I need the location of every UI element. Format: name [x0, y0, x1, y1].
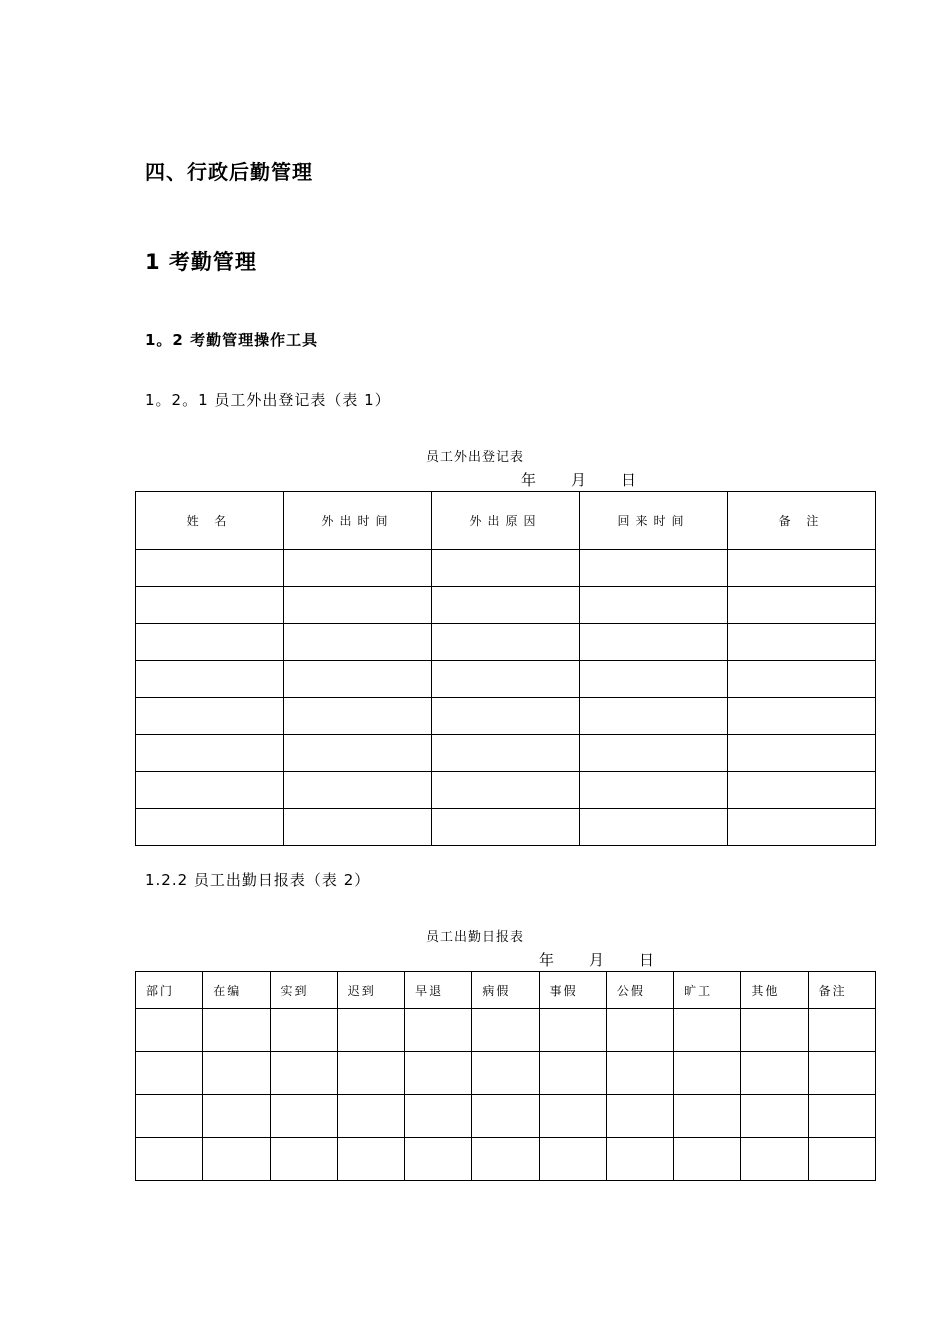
- table-cell[interactable]: [203, 1138, 270, 1181]
- table-cell[interactable]: [405, 1009, 472, 1052]
- table-cell[interactable]: [580, 735, 728, 772]
- table-cell[interactable]: [270, 1009, 337, 1052]
- table-row: [136, 735, 876, 772]
- date-year: 年: [521, 471, 537, 489]
- table-cell[interactable]: [270, 1095, 337, 1138]
- table-cell[interactable]: [674, 1052, 741, 1095]
- table-row: [136, 1009, 876, 1052]
- table-cell[interactable]: [136, 661, 284, 698]
- table-cell[interactable]: [539, 1095, 606, 1138]
- table-row: [136, 772, 876, 809]
- table-cell[interactable]: [808, 1095, 875, 1138]
- table-cell[interactable]: [741, 1138, 808, 1181]
- table-row: [136, 1095, 876, 1138]
- table-cell[interactable]: [741, 1009, 808, 1052]
- table-cell[interactable]: [472, 1138, 539, 1181]
- table-cell[interactable]: [472, 1052, 539, 1095]
- column-header: 姓 名: [136, 492, 284, 550]
- table-cell[interactable]: [580, 661, 728, 698]
- column-header: 回来时间: [580, 492, 728, 550]
- table-cell[interactable]: [728, 772, 876, 809]
- table-cell[interactable]: [405, 1095, 472, 1138]
- table-cell[interactable]: [808, 1138, 875, 1181]
- table-cell[interactable]: [674, 1009, 741, 1052]
- table-cell[interactable]: [432, 735, 580, 772]
- table-cell[interactable]: [472, 1095, 539, 1138]
- table-cell[interactable]: [432, 698, 580, 735]
- column-header: 病假: [472, 972, 539, 1009]
- table-cell[interactable]: [674, 1095, 741, 1138]
- column-header: 迟到: [337, 972, 404, 1009]
- table-cell[interactable]: [405, 1052, 472, 1095]
- attendance-daily-table: [135, 971, 876, 1181]
- outing-register-table: [135, 491, 876, 846]
- table-header-row: [136, 972, 876, 1009]
- table-cell[interactable]: [337, 1009, 404, 1052]
- table-row: [136, 587, 876, 624]
- table-cell[interactable]: [432, 587, 580, 624]
- table-cell[interactable]: [136, 1052, 203, 1095]
- table-cell[interactable]: [136, 587, 284, 624]
- table1-date: [521, 469, 636, 490]
- table-row: [136, 698, 876, 735]
- table-cell[interactable]: [136, 698, 284, 735]
- table-row: [136, 661, 876, 698]
- item-heading-table2: 1.2.2 员工出勤日报表（表 2）: [145, 871, 371, 889]
- table-cell[interactable]: [284, 772, 432, 809]
- table-cell[interactable]: [337, 1138, 404, 1181]
- table-cell[interactable]: [539, 1009, 606, 1052]
- table-header-row: [136, 492, 876, 550]
- table-cell[interactable]: [580, 698, 728, 735]
- table-cell[interactable]: [728, 550, 876, 587]
- table-cell[interactable]: [580, 587, 728, 624]
- table-cell[interactable]: [539, 1138, 606, 1181]
- table-cell[interactable]: [136, 1138, 203, 1181]
- column-header: 其他: [741, 972, 808, 1009]
- table-cell[interactable]: [432, 772, 580, 809]
- table-cell[interactable]: [136, 735, 284, 772]
- table-cell[interactable]: [270, 1138, 337, 1181]
- section-heading: 四、行政后勤管理: [145, 160, 313, 184]
- table-cell[interactable]: [284, 698, 432, 735]
- table-cell[interactable]: [284, 624, 432, 661]
- table2-date: [539, 949, 654, 970]
- column-header: 公假: [606, 972, 673, 1009]
- table-cell[interactable]: [580, 809, 728, 846]
- column-header: 旷工: [674, 972, 741, 1009]
- date-month: 月: [589, 951, 605, 969]
- table-cell[interactable]: [728, 698, 876, 735]
- table-cell[interactable]: [136, 772, 284, 809]
- table-cell[interactable]: [728, 624, 876, 661]
- table2-title: 员工出勤日报表: [425, 930, 524, 945]
- table-cell[interactable]: [284, 735, 432, 772]
- column-header: 早退: [405, 972, 472, 1009]
- column-header: 备注: [808, 972, 875, 1009]
- table-cell[interactable]: [728, 661, 876, 698]
- column-header: 实到: [270, 972, 337, 1009]
- table-cell[interactable]: [606, 1138, 673, 1181]
- table-cell[interactable]: [808, 1052, 875, 1095]
- table-cell[interactable]: [808, 1009, 875, 1052]
- table1-title: 员工外出登记表: [425, 450, 524, 465]
- table-cell[interactable]: [539, 1052, 606, 1095]
- table-cell[interactable]: [284, 587, 432, 624]
- date-month: 月: [571, 471, 587, 489]
- table-cell[interactable]: [136, 550, 284, 587]
- table-cell[interactable]: [432, 809, 580, 846]
- table-cell[interactable]: [580, 550, 728, 587]
- item-heading-table1: 1。2。1 员工外出登记表（表 1）: [145, 391, 391, 409]
- table-cell[interactable]: [606, 1052, 673, 1095]
- table-row: [136, 624, 876, 661]
- date-day: 日: [639, 951, 655, 969]
- table-cell[interactable]: [405, 1138, 472, 1181]
- date-year: 年: [539, 951, 555, 969]
- column-header: 备 注: [728, 492, 876, 550]
- table-cell[interactable]: [136, 1009, 203, 1052]
- table-cell[interactable]: [472, 1009, 539, 1052]
- table-cell[interactable]: [728, 809, 876, 846]
- table-cell[interactable]: [203, 1095, 270, 1138]
- table-cell[interactable]: [674, 1138, 741, 1181]
- column-header: 外出原因: [432, 492, 580, 550]
- column-header: 外出时间: [284, 492, 432, 550]
- table-cell[interactable]: [284, 550, 432, 587]
- table-cell[interactable]: [432, 661, 580, 698]
- table-cell[interactable]: [203, 1009, 270, 1052]
- chapter-heading: 1 考勤管理: [145, 250, 257, 274]
- table-cell[interactable]: [741, 1095, 808, 1138]
- table-cell[interactable]: [741, 1052, 808, 1095]
- table-cell[interactable]: [606, 1009, 673, 1052]
- table-cell[interactable]: [432, 624, 580, 661]
- table-cell[interactable]: [606, 1095, 673, 1138]
- column-header: 事假: [539, 972, 606, 1009]
- table-cell[interactable]: [136, 809, 284, 846]
- table-row: [136, 550, 876, 587]
- table-cell[interactable]: [728, 587, 876, 624]
- table-cell[interactable]: [337, 1095, 404, 1138]
- table-cell[interactable]: [284, 661, 432, 698]
- table-row: [136, 1052, 876, 1095]
- column-header: 在编: [203, 972, 270, 1009]
- table-cell[interactable]: [136, 624, 284, 661]
- date-day: 日: [621, 471, 637, 489]
- subsection-heading: 1。2 考勤管理操作工具: [145, 331, 319, 349]
- table-cell[interactable]: [728, 735, 876, 772]
- table-cell[interactable]: [580, 772, 728, 809]
- table-cell[interactable]: [270, 1052, 337, 1095]
- table-cell[interactable]: [284, 809, 432, 846]
- column-header: 部门: [136, 972, 203, 1009]
- table-cell[interactable]: [136, 1095, 203, 1138]
- table-cell[interactable]: [580, 624, 728, 661]
- table-row: [136, 809, 876, 846]
- table-cell[interactable]: [337, 1052, 404, 1095]
- table-row: [136, 1138, 876, 1181]
- table-cell[interactable]: [432, 550, 580, 587]
- table-cell[interactable]: [203, 1052, 270, 1095]
